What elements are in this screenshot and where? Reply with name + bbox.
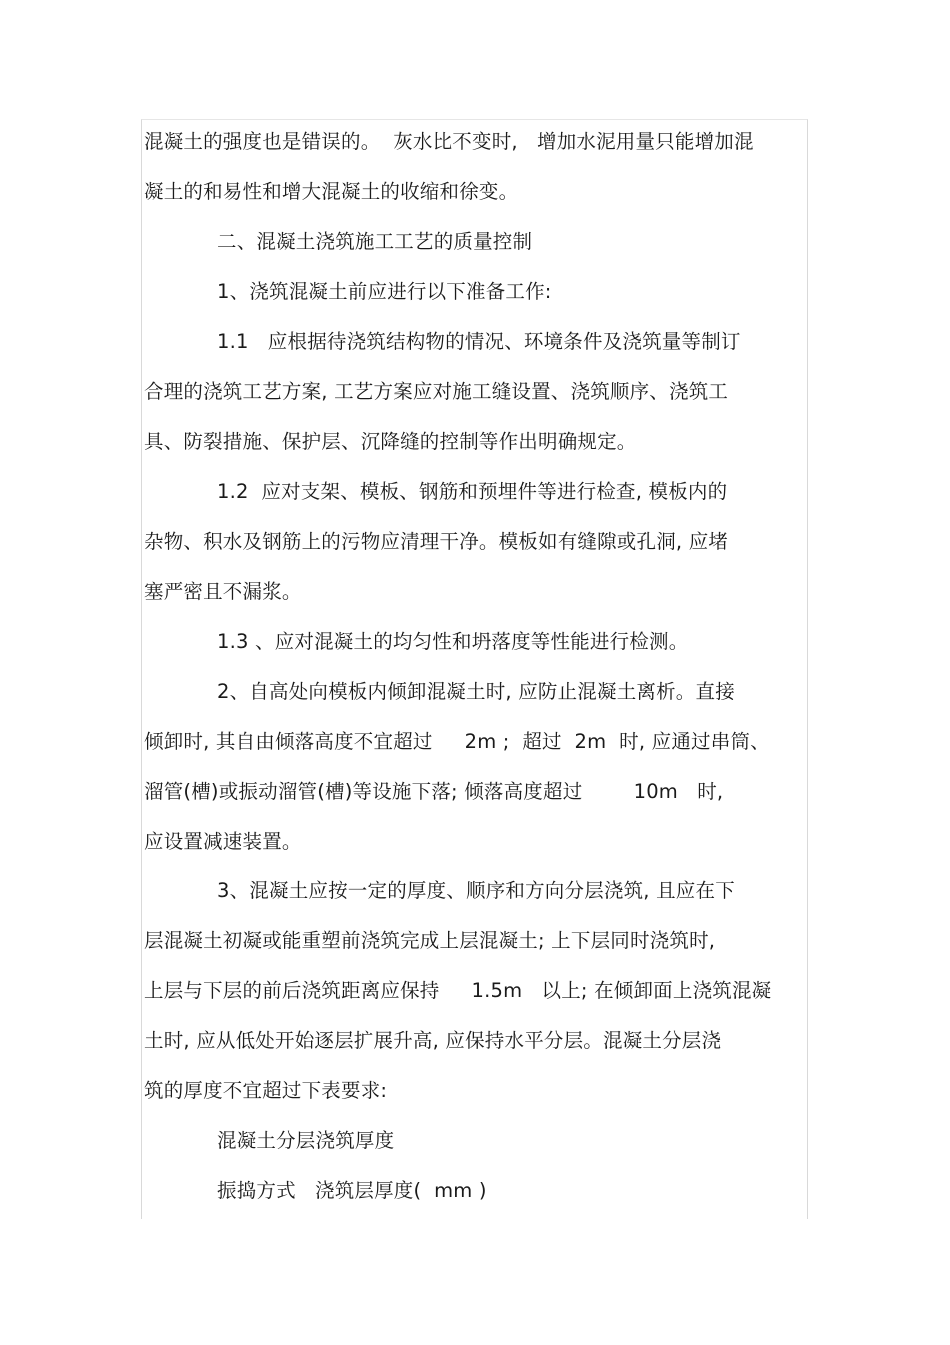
text-line-16: 3、混凝土应按一定的厚度、顺序和方向分层浇筑, 且应在下 [217,879,735,902]
text-line-9: 杂物、积水及钢筋上的污物应清理干净。模板如有缝隙或孔洞, 应堵 [144,530,729,553]
table-header: 振捣方式 浇筑层厚度( mm ) [217,1179,487,1202]
text-line-11: 1.3 、应对混凝土的均匀性和坍落度等性能进行检测。 [217,630,689,653]
section-heading: 二、混凝土浇筑施工工艺的质量控制 [217,230,533,253]
text-line-2: 凝土的和易性和增大混凝土的收缩和徐变。 [144,180,519,203]
text-line-10: 塞严密且不漏浆。 [144,580,302,603]
text-line-19: 土时, 应从低处开始逐层扩展升高, 应保持水平分层。混凝土分层浇 [144,1029,722,1052]
text-line-1: 混凝土的强度也是错误的。 灰水比不变时, 增加水泥用量只能增加混 [144,130,754,153]
text-line-14: 溜管(槽)或振动溜管(槽)等设施下落; 倾落高度超过 10m 时, [144,780,724,803]
table-title: 混凝土分层浇筑厚度 [217,1129,395,1152]
text-line-7: 具、防裂措施、保护层、沉降缝的控制等作出明确规定。 [144,430,637,453]
text-line-17: 层混凝土初凝或能重塑前浇筑完成上层混凝土; 上下层同时浇筑时, [144,929,716,952]
text-line-8: 1.2 应对支架、模板、钢筋和预埋件等进行检查, 模板内的 [217,480,728,503]
text-line-18: 上层与下层的前后浇筑距离应保持 1.5m 以上; 在倾卸面上浇筑混凝 [144,979,772,1002]
text-line-4: 1、浇筑混凝土前应进行以下准备工作: [217,280,552,303]
text-line-13: 倾卸时, 其自由倾落高度不宜超过 2m ; 超过 2m 时, 应通过串筒、 [144,730,770,753]
text-line-6: 合理的浇筑工艺方案, 工艺方案应对施工缝设置、浇筑顺序、浇筑工 [144,380,729,403]
text-line-5: 1.1 应根据待浇筑结构物的情况、环境条件及浇筑量等制订 [217,330,741,353]
text-line-20: 筑的厚度不宜超过下表要求: [144,1079,388,1102]
text-line-15: 应设置减速装置。 [144,830,302,853]
text-line-12: 2、自高处向模板内倾卸混凝土时, 应防止混凝土离析。直接 [217,680,735,703]
